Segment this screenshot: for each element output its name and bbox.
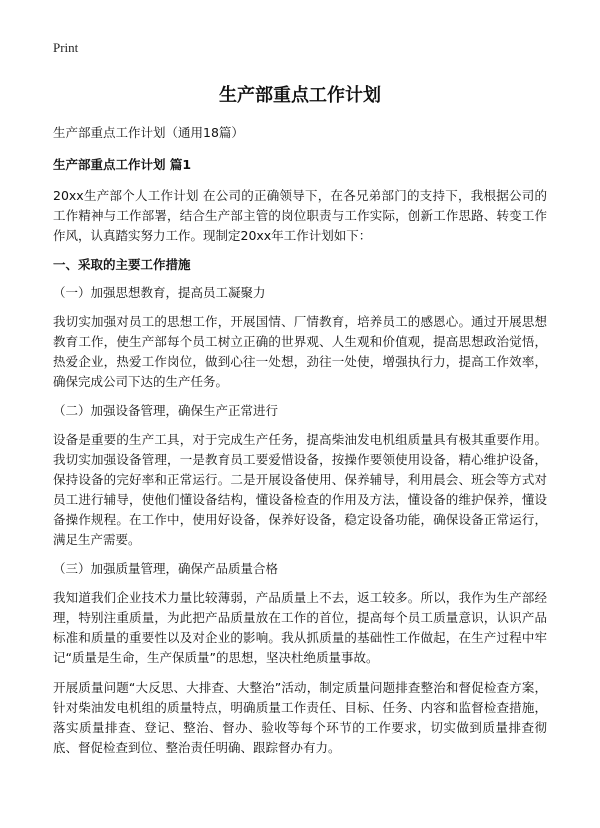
heading-measures: 一、采取的主要工作措施 (53, 257, 191, 272)
subheading-equipment: （二）加强设备管理，确保生产正常进行 (53, 403, 279, 418)
section-title: 生产部重点工作计划 篇1 (53, 157, 192, 172)
document-subtitle: 生产部重点工作计划（通用18篇） (53, 125, 244, 140)
print-link[interactable]: Print (53, 40, 79, 55)
paragraph-ideology: 我切实加强对员工的思想工作，开展国情、厂情教育，培养员工的感恩心。通过开展思想教育工作，使生产部每个员工树立正确的世界观、人生观和价值观，提高思想政治觉悟，热爱企业，热爱工作岗位，做到心往一处想，劲往一处使，增强执行力，提高工作效率，确保完成公司下达的生产任务。 (53, 314, 547, 389)
intro-paragraph: 20xx生产部个人工作计划 在公司的正确领导下，在各兄弟部门的支持下，我根据公司的工作精神与工作部署，结合生产部主管的岗位职责与工作实际，创新工作思路、转变工作作风，认真踏实努力工作。现制定20xx年工作计划如下： (53, 188, 547, 243)
paragraph-quality: 我知道我们企业技术力量比较薄弱，产品质量上不去，返工较多。所以，我作为生产部经理，特别注重质量，为此把产品质量放在工作的首位，提高每个员工质量意识，认识产品标准和质量的重要性以及对企业的影响。我从抓质量的基础性工作做起，在生产过程中牢记“质量是生命，生产保质量”的思想，坚决杜绝质量事故。 (53, 590, 547, 665)
subheading-quality: （三）加强质量管理，确保产品质量合格 (53, 561, 279, 576)
subheading-ideology: （一）加强思想教育，提高员工凝聚力 (53, 285, 266, 300)
page-title: 生产部重点工作计划 (219, 85, 381, 106)
paragraph-quality-campaign: 开展质量问题“大反思、大排查、大整治”活动，制定质量问题排查整治和督促检查方案，针对柴油发电机组的质量特点，明确质量工作责任、目标、任务、内容和监督检查措施，落实质量排查、登记、整治、督办、验收等每个环节的工作要求，切实做到质量排查彻底、督促检查到位、整治责任明确、跟踪督办有力。 (53, 680, 547, 755)
paragraph-equipment: 设备是重要的生产工具，对于完成生产任务，提高柴油发电机组质量具有极其重要作用。我切实加强设备管理，一是教育员工要爱惜设备，按操作要领使用设备，精心维护设备，保持设备的完好率和正常运行。二是开展设备使用、保养辅导，利用晨会、班会等方式对员工进行辅导，使他们懂设备结构，懂设备检查的作用及方法，懂设备的维护保养，懂设备操作规程。在工作中，使用好设备，保养好设备，稳定设备功能，确保设备正常运行，满足生产需要。 (53, 432, 547, 547)
